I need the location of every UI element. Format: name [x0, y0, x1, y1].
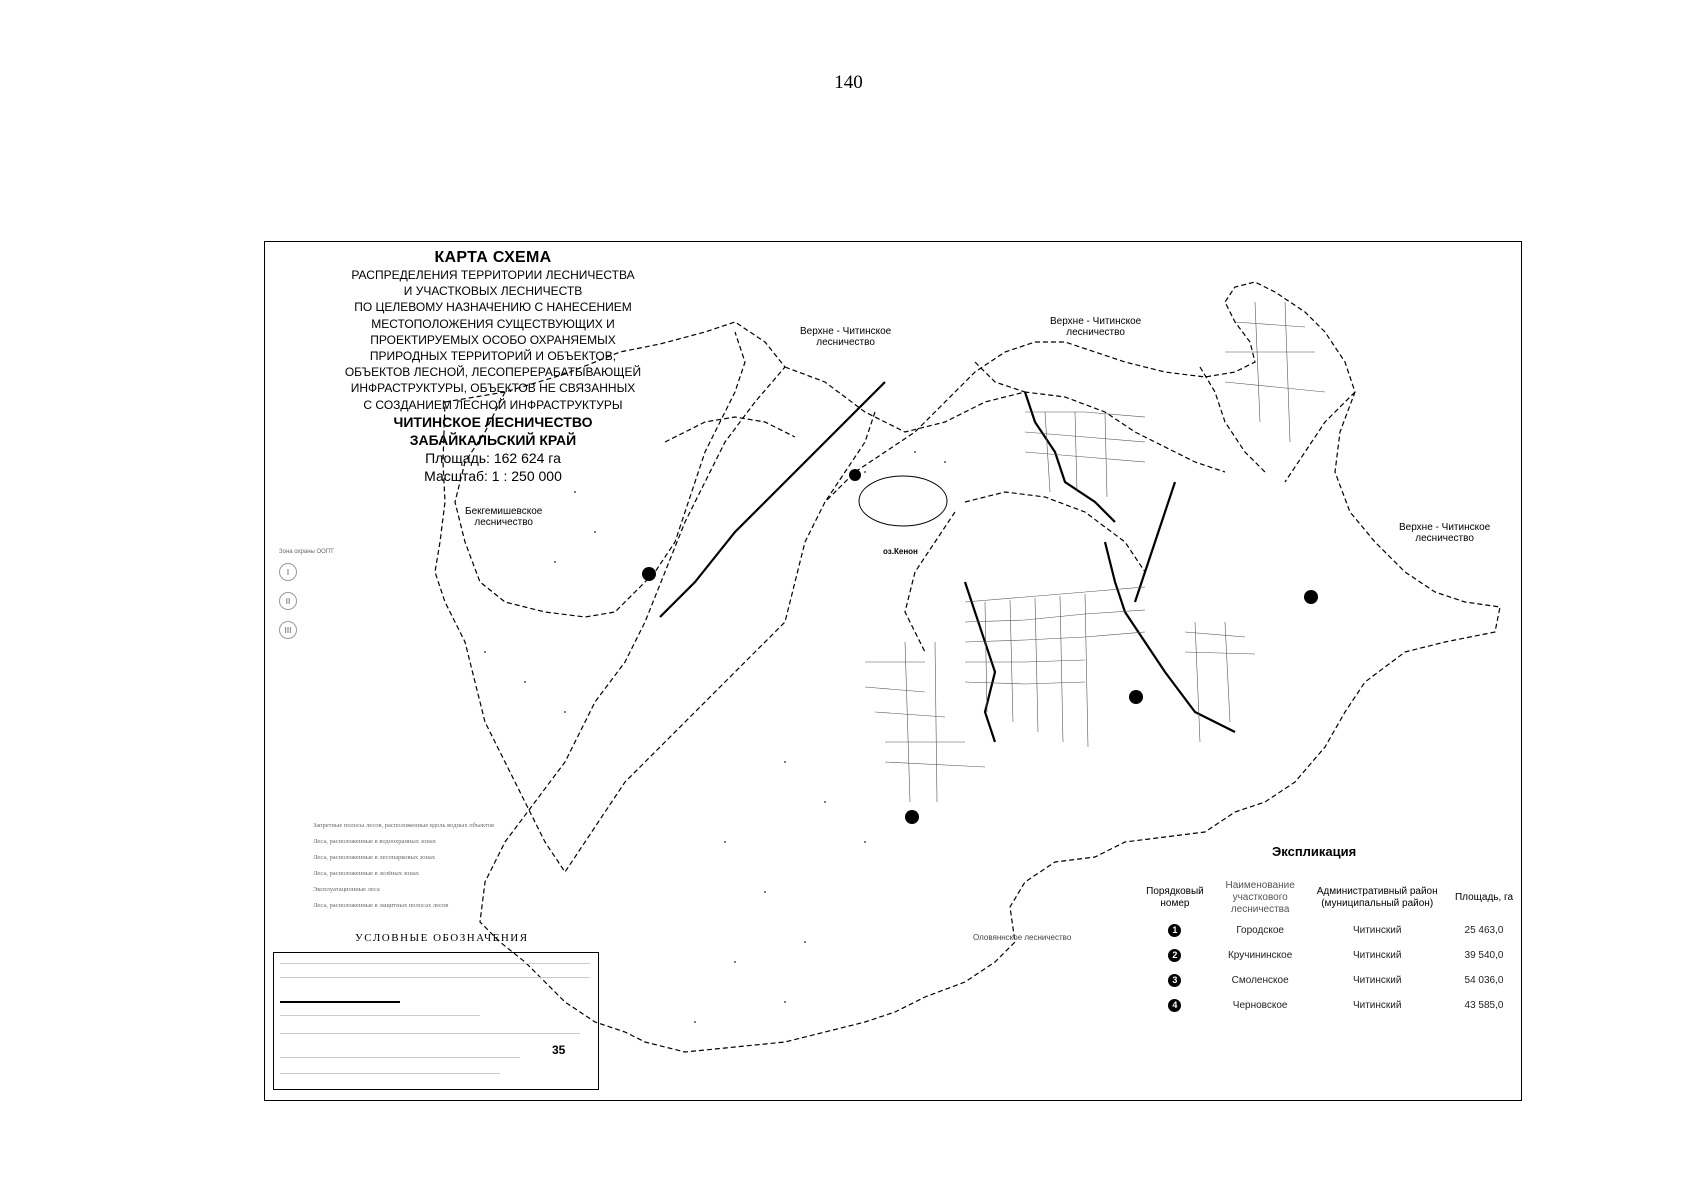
- region-name: ЗАБАЙКАЛЬСКИЙ КРАЙ: [409, 431, 577, 448]
- udl-area: 54 036,0: [1464, 975, 1504, 986]
- header-district: Административный район (муниципальный район): [1316, 886, 1438, 909]
- boundary-inner-5: [905, 512, 955, 652]
- boundary-inner-1: [785, 367, 1225, 472]
- conventions-row-line: [280, 1057, 520, 1058]
- title-line-1: РАСПРЕДЕЛЕНИЯ ТЕРРИТОРИИ ЛЕСНИЧЕСТВА: [351, 268, 635, 282]
- table-row: [1137, 943, 1521, 968]
- conventions-road-line: [280, 1001, 400, 1003]
- boundary-inner-6: [975, 362, 1025, 392]
- table-row: [1137, 918, 1521, 943]
- river-1: [660, 382, 885, 617]
- title-line-6: ПРИРОДНЫХ ТЕРРИТОРИЙ И ОБЪЕКТОВ,: [369, 349, 617, 364]
- zone-item: Леса, расположенные в лесопарковых зонах: [313, 854, 436, 861]
- udl-number: 3: [1168, 974, 1181, 987]
- boundary-inner-2: [825, 412, 875, 502]
- forest-zone-list: [313, 822, 563, 918]
- zone-item: Леса, расположенные в водоохранных зонах: [313, 838, 437, 845]
- label-lake: оз.Кенон: [883, 547, 918, 556]
- area-value: Площадь: 162 624 га: [425, 449, 561, 466]
- label-verkhne-chitinskoe-north: Верхне - Читинское лесничество: [1050, 316, 1142, 338]
- conventions-title: УСЛОВНЫЕ ОБОЗНАЧЕНИЯ: [355, 932, 529, 944]
- title-line-2: И УЧАСТКОВЫХ ЛЕСНИЧЕСТВ: [403, 284, 583, 299]
- river-3: [1105, 542, 1235, 732]
- udl-name: Смоленское: [1231, 975, 1289, 986]
- boundary-inner-8: [1285, 392, 1355, 482]
- page-number: 140: [834, 72, 863, 93]
- title-line-8: ИНФРАСТРУКТУРЫ, ОБЪЕКТОВ НЕ СВЯЗАННЫХ: [350, 381, 636, 396]
- zone-item: Запретные полосы лесов, расположенные вдоль водных объектов: [313, 822, 495, 829]
- udl-number: 1: [1168, 924, 1181, 937]
- title-line-4: МЕСТОПОЛОЖЕНИЯ СУЩЕСТВУЮЩИХ И: [371, 316, 615, 331]
- zone-item: Леса, расположенные в зелёных зонах: [313, 870, 420, 877]
- udl-district: Читинский: [1352, 925, 1402, 936]
- map-title: КАРТА СХЕМА: [434, 249, 552, 266]
- udl-area: 39 540,0: [1464, 950, 1504, 961]
- scale-value: Масштаб: 1 : 250 000: [424, 467, 562, 484]
- compartments-ne: [1025, 412, 1145, 497]
- map-frame: [264, 241, 1522, 1101]
- conventions-row-line: [280, 1015, 480, 1016]
- udl-area: 25 463,0: [1464, 925, 1504, 936]
- boundary-inner-3: [965, 492, 1145, 572]
- udl-name: Кручининское: [1227, 950, 1293, 961]
- explication-table: [1137, 878, 1521, 1018]
- compartments-east: [965, 587, 1145, 747]
- conventions-number: 35: [552, 1043, 566, 1057]
- udl-district: Читинский: [1352, 950, 1402, 961]
- ooptz-legend-num: II: [279, 592, 297, 610]
- ooptz-legend-item: [279, 563, 449, 581]
- header-area: Площадь, га: [1454, 892, 1514, 903]
- udl-district: Читинский: [1352, 975, 1402, 986]
- udl-name: Черновское: [1232, 1000, 1288, 1011]
- map-title-block: [293, 249, 693, 485]
- label-south-forestry: Оловяннское лесничество: [973, 933, 1072, 942]
- table-row: [1137, 968, 1521, 993]
- forestry-name: ЧИТИНСКОЕ ЛЕСНИЧЕСТВО: [393, 413, 593, 430]
- ooptz-legend: [279, 549, 449, 650]
- ooptz-legend-num: I: [279, 563, 297, 581]
- explication-title: Экспликация: [1272, 844, 1357, 859]
- udl-number: 4: [1168, 999, 1181, 1012]
- conventions-row-line: [280, 963, 590, 964]
- compartments-north-east: [1225, 302, 1325, 442]
- conventions-row-line: [280, 977, 590, 978]
- label-verkhne-chitinskoe-east: Верхне - Читинское лесничество: [1399, 522, 1491, 544]
- zone-item: Леса, расположенные в защитных полосах лесов: [313, 902, 449, 909]
- title-line-5: ПРОЕКТИРУЕМЫХ ОСОБО ОХРАНЯЕМЫХ: [370, 332, 616, 347]
- conventions-row-line: [280, 1033, 580, 1034]
- label-bekhtemishevskoe: Бекгемишевское лесничество: [465, 506, 543, 528]
- udl-number: 2: [1168, 949, 1181, 962]
- label-verkhne-chitinskoe-west: Верхне - Читинское лесничество: [800, 326, 892, 348]
- zone-item: Эксплуатационные леса: [313, 886, 380, 893]
- ooptz-legend-num: III: [279, 621, 297, 639]
- table-row: [1137, 993, 1521, 1018]
- title-line-3: ПО ЦЕЛЕВОМУ НАЗНАЧЕНИЮ С НАНЕСЕНИЕМ: [354, 300, 632, 315]
- title-line-7: ОБЪЕКТОВ ЛЕСНОЙ, ЛЕСОПЕРЕРАБАТЫВАЮЩЕЙ: [344, 365, 642, 380]
- header-name: Наименование участкового лесничества: [1225, 880, 1295, 915]
- udl-area: 43 585,0: [1464, 1000, 1504, 1011]
- river-2: [1025, 392, 1115, 522]
- lake-kenon: [859, 476, 947, 526]
- ooptz-legend-item: [279, 592, 449, 610]
- compartments-south: [865, 642, 985, 802]
- conventions-row-line: [280, 1073, 500, 1074]
- title-line-9: С СОЗДАНИЕМ ЛЕСНОЙ ИНФРАСТРУКТУРЫ: [363, 397, 623, 412]
- river-5: [1135, 482, 1175, 602]
- ooptz-legend-item: [279, 621, 449, 639]
- udl-district: Читинский: [1352, 1000, 1402, 1011]
- conventions-box: [273, 952, 599, 1090]
- explication-header-row: [1137, 878, 1521, 918]
- header-order: Порядковый номер: [1146, 886, 1204, 909]
- udl-name: Городское: [1236, 925, 1284, 936]
- ooptz-legend-caption: Зона охраны ООПТ: [279, 549, 334, 555]
